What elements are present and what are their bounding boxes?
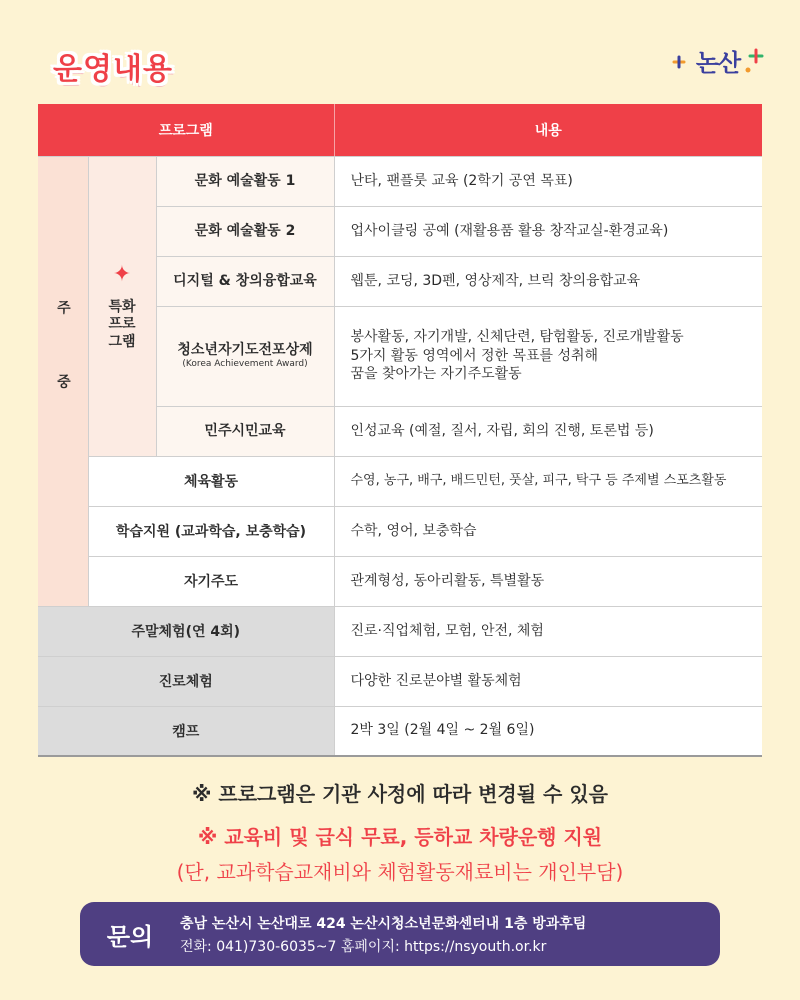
award-content-line: 5가지 활동 영역에서 정한 목표를 성취해	[350, 347, 599, 364]
note-change-notice: ※ 프로그램은 기관 사정에 따라 변경될 수 있음	[192, 782, 608, 806]
row-content-award	[334, 306, 762, 406]
program-table	[38, 104, 762, 757]
row-label: 체육활동	[88, 456, 334, 506]
row-content: 다양한 진로분야별 활동체험	[334, 656, 762, 706]
contact-phone-web: 전화: 041)730-6035~7 홈페이지: https://nsyouth.or.kr	[180, 938, 547, 955]
special-program-group	[88, 156, 156, 456]
special-label-line: 특화	[108, 298, 136, 315]
header-program: 프로그램	[38, 104, 334, 156]
row-content: 2박 3일 (2월 4일 ~ 2월 6일)	[334, 706, 762, 756]
award-subtitle: (Korea Achievement Award)	[182, 359, 308, 370]
row-content: 수영, 농구, 배구, 배드민턴, 풋살, 피구, 탁구 등 주제별 스포츠활동	[334, 456, 762, 506]
row-label: 디지털 & 창의융합교육	[156, 256, 334, 306]
row-content: 인성교육 (예절, 질서, 자립, 회의 진행, 토론법 등)	[334, 406, 762, 456]
row-content: 수학, 영어, 보충학습	[334, 506, 762, 556]
note-free-support: ※ 교육비 및 급식 무료, 등하교 차량운행 지원	[197, 825, 603, 849]
award-title: 청소년자기도전포상제	[177, 342, 313, 359]
award-content-line: 꿈을 찾아가는 자기주도활동	[350, 366, 522, 383]
contact-details	[180, 913, 586, 956]
contact-address: 충남 논산시 논산대로 424 논산시청소년문화센터내 1층 방과후팀	[180, 915, 587, 932]
table-row	[38, 606, 762, 656]
row-content: 난타, 팬플룻 교육 (2학기 공연 목표)	[334, 156, 762, 206]
contact-box	[80, 902, 720, 966]
logo-text: 논산	[695, 48, 741, 77]
row-content: 관계형성, 동아리활동, 특별활동	[334, 556, 762, 606]
table-row	[38, 456, 762, 506]
table-row	[38, 656, 762, 706]
table-header-row	[38, 104, 762, 156]
header-content: 내용	[334, 104, 762, 156]
weekday-category	[38, 156, 88, 606]
award-content-line: 봉사활동, 자기개발, 신체단련, 탐험활동, 진로개발활동	[350, 328, 684, 345]
row-label: 진로체험	[38, 656, 334, 706]
table-row	[38, 556, 762, 606]
page-title-badge	[38, 38, 188, 94]
notes	[0, 778, 800, 885]
note-personal-cost: (단, 교과학습교재비와 체험활동재료비는 개인부담)	[176, 860, 624, 884]
table-row	[38, 706, 762, 756]
row-label: 자기주도	[88, 556, 334, 606]
row-content: 웹툰, 코딩, 3D펜, 영상제작, 브릭 창의융합교육	[334, 256, 762, 306]
row-label: 캠프	[38, 706, 334, 756]
table-row	[38, 506, 762, 556]
contact-label: 문의	[106, 922, 154, 951]
table-row	[38, 156, 762, 206]
row-label: 학습지원 (교과학습, 보충학습)	[88, 506, 334, 556]
row-label: 문화 예술활동 1	[156, 156, 334, 206]
sparkle-icon: ✦	[112, 262, 132, 287]
page-title: 운영내용	[53, 52, 173, 87]
row-label: 문화 예술활동 2	[156, 206, 334, 256]
special-label-line: 그램	[108, 333, 136, 350]
city-logo	[670, 38, 766, 82]
row-content: 업사이클링 공예 (재활용품 활용 창작교실-환경교육)	[334, 206, 762, 256]
row-content: 진로·직업체험, 모험, 안전, 체험	[334, 606, 762, 656]
weekday-category-label: 주중	[54, 299, 71, 448]
row-label: 주말체험(연 4회)	[38, 606, 334, 656]
special-label-line: 프로	[108, 316, 136, 332]
row-label: 민주시민교육	[156, 406, 334, 456]
row-label-award	[156, 306, 334, 406]
